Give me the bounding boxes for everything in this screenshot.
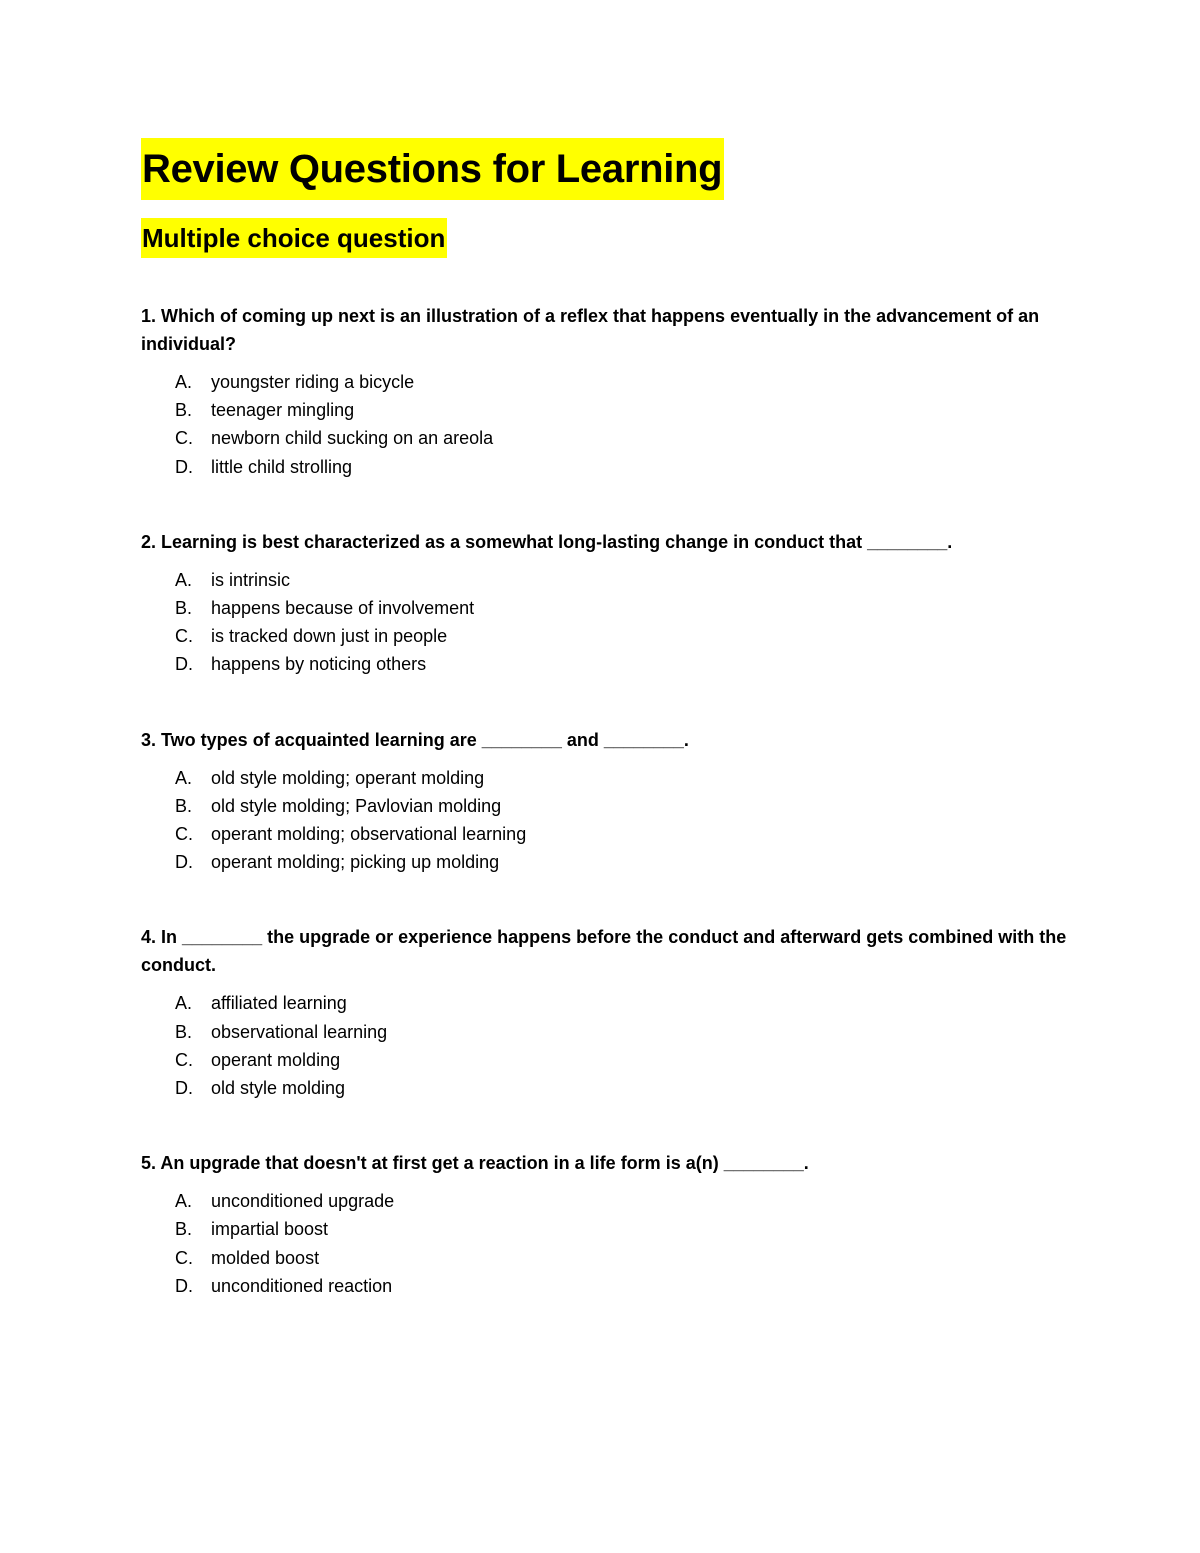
option-letter: D. [175,456,193,477]
option-c [175,1244,1071,1272]
subtitle-row [141,218,1071,258]
option-letter: A. [175,372,193,392]
option-letter: D. [175,1275,193,1296]
option-text: newborn child sucking on an areola [211,428,494,449]
option-text: molded boost [211,1247,320,1268]
option-text: operant molding [211,1049,341,1070]
option-text: operant molding; observational learning [211,824,527,845]
question-5 [141,1149,1071,1300]
question-1 [141,302,1071,481]
question-text: 2. Learning is best characterized as a somewhat long-lasting change in conduct that ________. [141,531,953,552]
option-b [175,792,1071,820]
option-text: old style molding [211,1078,346,1099]
option-letter: A. [175,1191,193,1212]
option-letter: A. [175,767,193,788]
option-text: operant molding; picking up molding [211,852,500,873]
option-list [141,764,1071,877]
option-d [175,848,1071,876]
option-text: is tracked down just in people [211,626,448,647]
option-letter: D. [175,1078,193,1099]
option-text: youngster riding a bicycle [211,372,415,392]
option-text: impartial boost [211,1219,329,1240]
option-c [175,1046,1071,1074]
option-text: happens because of involvement [211,598,475,619]
option-letter: A. [175,993,193,1014]
option-d [175,650,1071,678]
question-2 [141,528,1071,679]
option-a [175,989,1071,1017]
option-a [175,1187,1071,1215]
option-letter: C. [175,1247,193,1268]
option-a [175,764,1071,792]
option-b [175,594,1071,622]
question-text: 3. Two types of acquainted learning are ________ and ________. [141,729,689,750]
question-text: 5. An upgrade that doesn't at first get a reaction in a life form is a(n) ________. [141,1153,809,1174]
option-text: is intrinsic [211,569,291,590]
question-list [141,302,1071,1300]
option-letter: C. [175,1049,193,1070]
option-c [175,424,1071,452]
option-text: old style molding; operant molding [211,767,485,788]
question-text: 4. In ________ the upgrade or experience happens before the conduct and afterward gets combined with the conduct. [141,927,1067,976]
option-b [175,1215,1071,1243]
option-b [175,1018,1071,1046]
option-d [175,453,1071,481]
section-subtitle: Multiple choice question [141,218,447,258]
option-letter: D. [175,852,193,873]
option-letter: B. [175,598,193,619]
question-text: 1. Which of coming up next is an illustration of a reflex that happens eventually in the advancement of an individual? [141,306,1040,354]
option-d [175,1272,1071,1300]
document-page [141,138,1071,1347]
title-row [141,138,1071,200]
option-letter: B. [175,795,193,816]
option-c [175,820,1071,848]
option-letter: B. [175,1219,193,1240]
option-text: teenager mingling [211,400,355,421]
option-text: affiliated learning [211,993,347,1014]
option-text: little child strolling [211,456,353,477]
option-list [141,368,1071,481]
option-letter: C. [175,626,193,647]
option-text: observational learning [211,1021,388,1042]
option-text: unconditioned reaction [211,1275,393,1296]
question-4 [141,923,1071,1102]
option-d [175,1074,1071,1102]
option-a [175,368,1071,396]
option-text: happens by noticing others [211,654,427,675]
option-c [175,622,1071,650]
option-letter: B. [175,1021,193,1042]
option-list [141,989,1071,1102]
option-a [175,566,1071,594]
option-letter: C. [175,824,193,845]
option-b [175,396,1071,424]
option-letter: B. [175,400,193,421]
option-letter: C. [175,428,193,449]
question-3 [141,726,1071,877]
option-text: unconditioned upgrade [211,1191,395,1212]
page-title: Review Questions for Learning [141,138,724,200]
option-list [141,1187,1071,1300]
option-letter: D. [175,654,193,675]
option-letter: A. [175,569,193,590]
option-text: old style molding; Pavlovian molding [211,795,502,816]
option-list [141,566,1071,679]
